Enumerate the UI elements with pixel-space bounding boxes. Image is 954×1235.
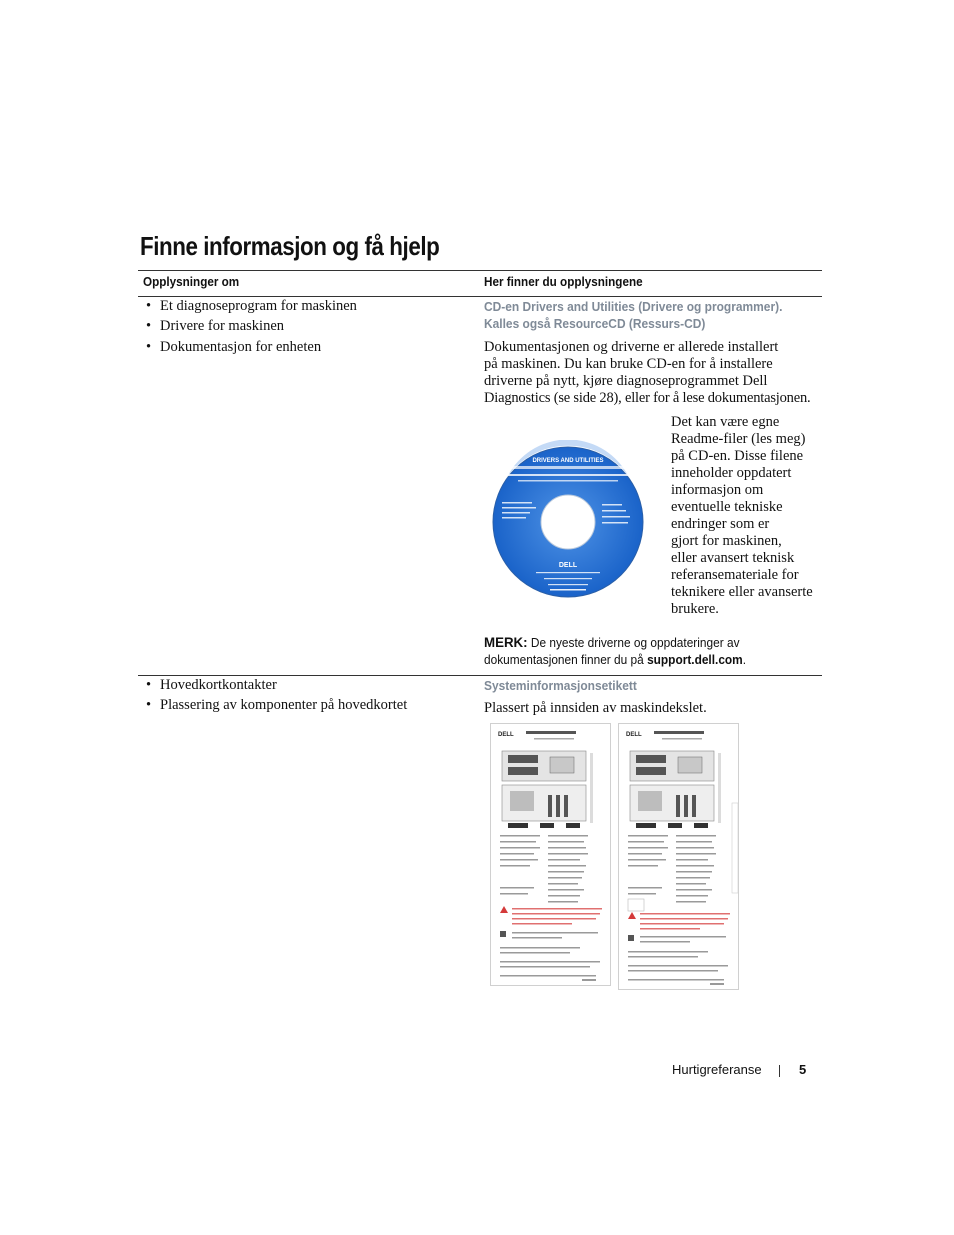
cd-dell-logo: DELL (558, 562, 578, 569)
row2-item-list (146, 677, 407, 717)
table-header-rule (138, 296, 822, 297)
list-item: • Et diagnoseprogram for maskinen (146, 298, 357, 318)
note-box (484, 634, 803, 669)
page-number: 5 (799, 1062, 807, 1077)
text-line: teknikere eller avanserte (671, 584, 813, 600)
label-sheet-right (619, 724, 739, 990)
table-row-divider (138, 675, 822, 676)
text-line: gjort for maskinen, (671, 533, 782, 549)
text-line: informasjon om (671, 482, 764, 498)
note-text: De nyeste driverne og oppdateringer av (530, 636, 740, 650)
cd-heading-line1: CD-en Drivers and Utilities (Drivere og programmer). (484, 299, 783, 314)
list-item: • Hovedkortkontakter (146, 677, 407, 697)
note-text-2: dokumentasjonen finner du på (484, 653, 648, 667)
text-line: på maskinen. Du kan bruke CD-en for å installere (484, 356, 773, 372)
sheet-dell-logo: DELL (498, 732, 514, 738)
row1-item-list (146, 298, 357, 359)
note-end: . (742, 653, 747, 667)
text-line: inneholder oppdatert (671, 465, 792, 481)
text-line: brukere. (671, 601, 719, 617)
text-line: Det kan være egne (671, 414, 780, 430)
list-item: • Dokumentasjon for enheten (146, 339, 357, 359)
system-label-heading: Systeminformasjonsetikett (484, 678, 637, 693)
cd-heading-line2: Kalles også ResourceCD (Ressurs-CD) (484, 316, 706, 331)
table-top-rule (138, 270, 822, 271)
footer-divider (779, 1065, 780, 1077)
footer-section-name: Hurtigreferanse (672, 1062, 762, 1077)
text-line: referansemateriale for (671, 567, 799, 583)
text-line: eller avansert teknisk (671, 550, 795, 566)
system-info-label-image (490, 723, 742, 991)
system-label-text: Plassert på innsiden av maskindekslet. (484, 700, 707, 716)
text-line: på CD-en. Disse filene (671, 448, 804, 464)
drivers-cd-image (488, 440, 648, 602)
sheet-dell-logo: DELL (626, 732, 642, 738)
page-title: Finne informasjon og få hjelp (140, 231, 440, 262)
cd-intro-text (484, 339, 824, 407)
readme-text (671, 414, 823, 618)
text-line: Diagnostics (se side 28), eller for å lese dokumentasjonen. (484, 390, 811, 406)
cd-title-text: DRIVERS AND UTILITIES (532, 458, 604, 464)
text-line: Readme-filer (les meg) (671, 431, 806, 447)
support-link[interactable]: support.dell.com (647, 653, 743, 667)
text-line: eventuelle tekniske (671, 499, 783, 515)
column-header-location: Her finner du opplysningene (484, 274, 643, 289)
list-item: • Drivere for maskinen (146, 318, 357, 339)
note-label: MERK: (484, 634, 528, 650)
text-line: endringer som er (671, 516, 770, 532)
text-line: Dokumentasjonen og driverne er allerede installert (484, 339, 779, 355)
list-item: • Plassering av komponenter på hovedkortet (146, 697, 407, 717)
label-sheet-left (491, 724, 611, 986)
column-header-info: Opplysninger om (143, 274, 240, 289)
text-line: driverne på nytt, kjøre diagnoseprogrammet Dell (484, 373, 768, 389)
